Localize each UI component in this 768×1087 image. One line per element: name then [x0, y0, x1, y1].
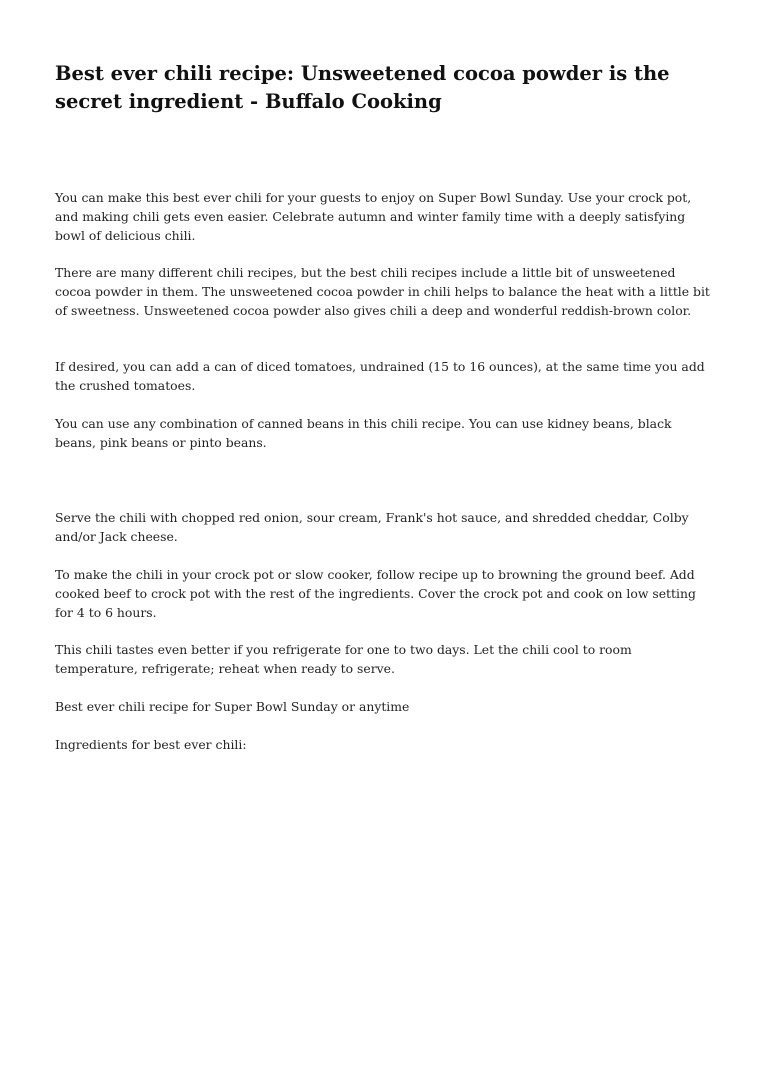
page-title: Best ever chili recipe: Unsweetened cocoa powder is the secret ingredient - Buffalo Cooking [55, 62, 670, 113]
paragraph-cocoa: There are many different chili recipes, but the best chili recipes include a little bit of unsweetened cocoa powder in them. The unsweetened cocoa powder in chili helps to balance the heat with a little bit of sweetness. Unsweetened cocoa powder also gives chili a deep and wonderful reddish-brown color. [55, 265, 710, 318]
paragraph-beans: You can use any combination of canned beans in this chili recipe. You can use kidney beans, black beans, pink beans or pinto beans. [55, 416, 672, 450]
paragraph-crock-pot: To make the chili in your crock pot or slow cooker, follow recipe up to browning the ground beef. Add cooked beef to crock pot with the rest of the ingredients. Cover the crock pot and cook on low setting for 4 to 6 hours. [55, 567, 696, 620]
paragraph-diced-tomatoes: If desired, you can add a can of diced tomatoes, undrained (15 to 16 ounces), at the same time you add the crushed tomatoes. [55, 359, 705, 393]
paragraph-ingredients-heading: Ingredients for best ever chili: [55, 737, 247, 752]
paragraph-refrigerate: This chili tastes even better if you refrigerate for one to two days. Let the chili cool to room temperature, refrigerate; reheat when ready to serve. [55, 642, 632, 676]
paragraph-serving: Serve the chili with chopped red onion, sour cream, Frank's hot sauce, and shredded cheddar, Colby and/or Jack cheese. [55, 510, 689, 544]
paragraph-recipe-heading: Best ever chili recipe for Super Bowl Sunday or anytime [55, 699, 410, 714]
paragraph-intro: You can make this best ever chili for your guests to enjoy on Super Bowl Sunday. Use your crock pot, and making chili gets even easier. Celebrate autumn and winter family time with a deeply satisfying bowl of delicious chili. [55, 190, 692, 243]
